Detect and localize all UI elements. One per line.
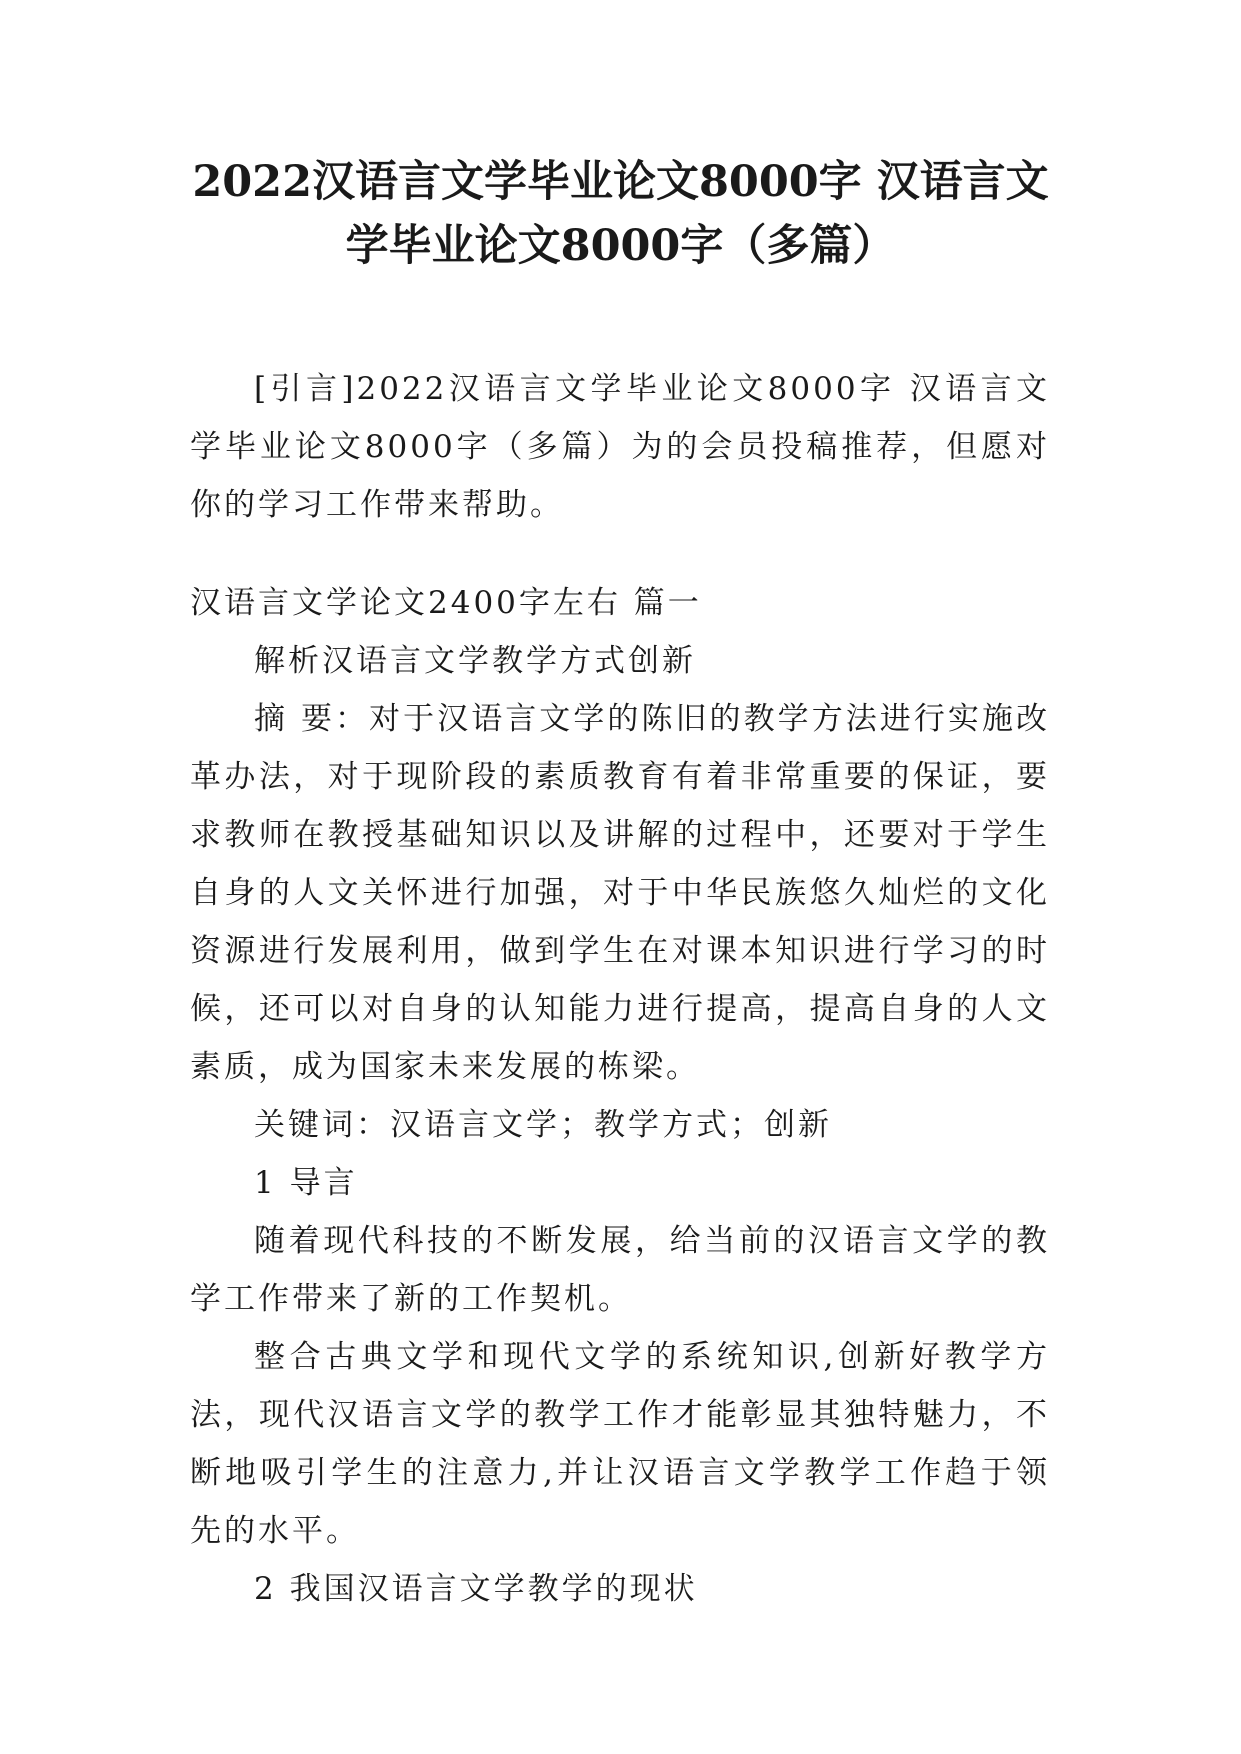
keywords-line: 关键词：汉语言文学；教学方式；创新 bbox=[254, 1107, 832, 1143]
document-title bbox=[150, 150, 1091, 278]
article-title: 解析汉语言文学教学方式创新 bbox=[254, 643, 696, 679]
intro-paragraph: [引言]2022汉语言文学毕业论文8000字 汉语言文学毕业论文8000字（多篇）为的会员投稿推荐，但愿对你的学习工作带来帮助。 bbox=[190, 371, 1050, 523]
document-body bbox=[190, 360, 1050, 1618]
section-heading: 汉语言文学论文2400字左右 篇一 bbox=[190, 585, 702, 621]
heading-current-status: 2 我国汉语言文学教学的现状 bbox=[254, 1571, 698, 1607]
title-line-2: 学毕业论文8000字（多篇） bbox=[345, 221, 896, 271]
heading-introduction: 1 导言 bbox=[254, 1165, 358, 1201]
abstract-paragraph: 摘 要：对于汉语言文学的陈旧的教学方法进行实施改革办法，对于现阶段的素质教育有着非常重要的保证，要求教师在教授基础知识以及讲解的过程中，还要对于学生自身的人文关怀进行加强，对于中华民族悠久灿烂的文化资源进行发展利用，做到学生在对课本知识进行学习的时候，还可以对自身的认知能力进行提高，提高自身的人文素质，成为国家未来发展的栋梁。 bbox=[190, 701, 1050, 1085]
title-line-1: 2022汉语言文学毕业论文8000字 汉语言文 bbox=[192, 157, 1049, 207]
body-paragraph: 整合古典文学和现代文学的系统知识,创新好教学方法，现代汉语言文学的教学工作才能彰显其独特魅力，不断地吸引学生的注意力,并让汉语言文学教学工作趋于领先的水平。 bbox=[190, 1339, 1050, 1549]
body-paragraph: 随着现代科技的不断发展，给当前的汉语言文学的教学工作带来了新的工作契机。 bbox=[190, 1223, 1050, 1317]
